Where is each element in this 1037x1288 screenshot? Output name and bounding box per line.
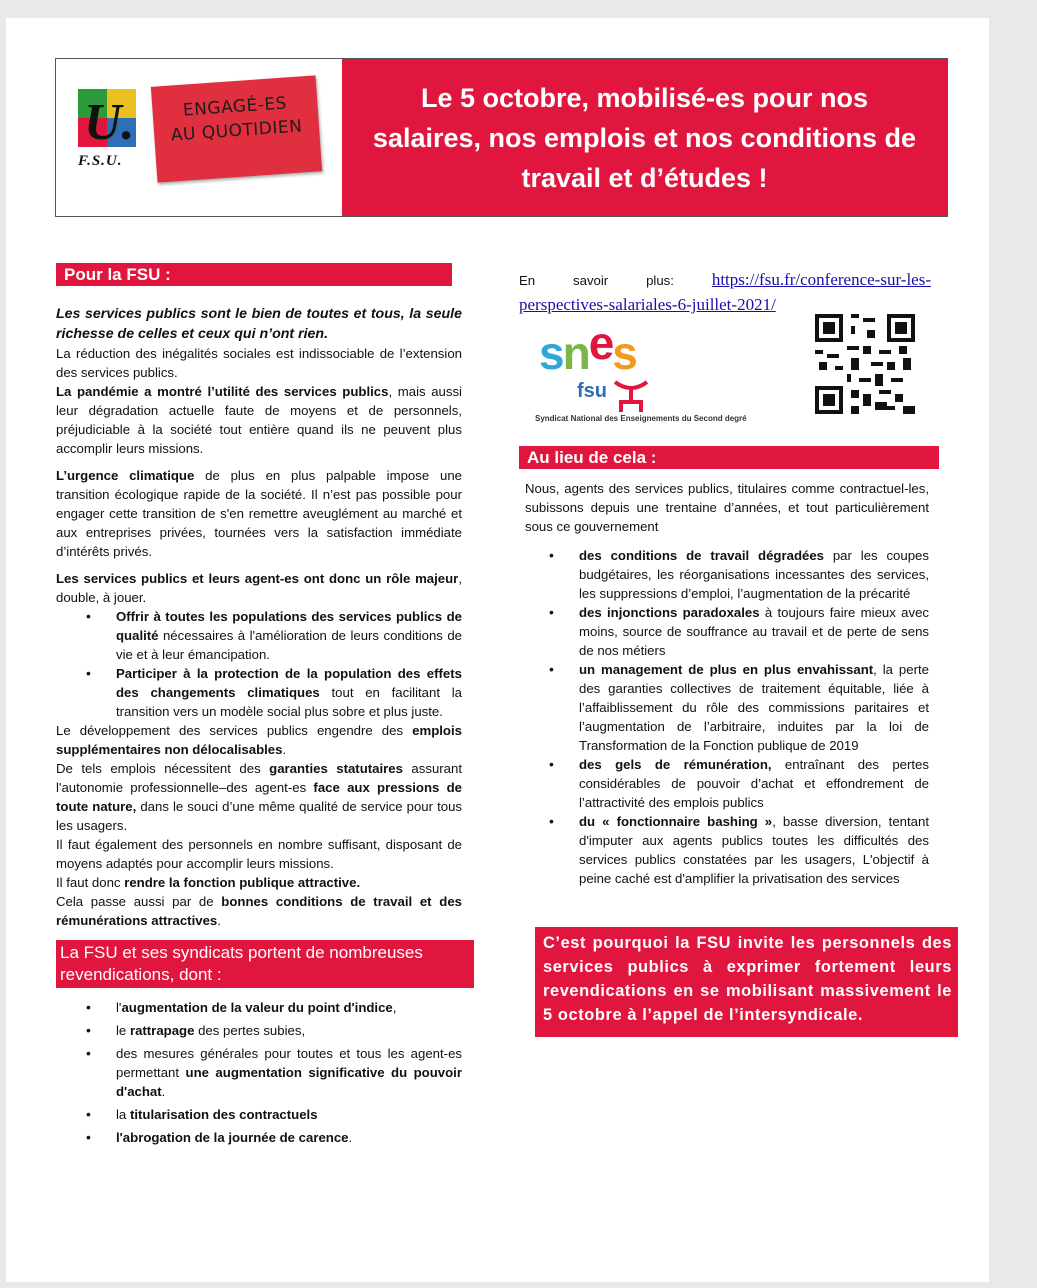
list-item: • l'abrogation de la journée de carence. — [56, 1128, 462, 1147]
call-to-action-box: C’est pourquoi la FSU invite les personnels des services publics à exprimer fortement leurs revendications en se mobilisant massivement le 5 octobre à l’appel de l’intersyndicale. — [535, 927, 958, 1037]
paragraph-remunerations: Cela passe aussi par de bonnes conditions de travail et des rémunérations attractives. — [56, 894, 462, 928]
section-heading-au-lieu-de-cela: Au lieu de cela : — [519, 446, 939, 469]
revendications-list — [56, 998, 462, 1147]
engage-sticker — [151, 75, 322, 182]
right-column — [519, 258, 931, 318]
list-item: • le rattrapage des pertes subies, — [56, 1021, 462, 1040]
fsu-logo — [56, 59, 342, 216]
role-list — [56, 607, 462, 721]
paragraph-inegalites: La réduction des inégalités sociales est indissociable de l’extension des services publics. — [56, 346, 462, 380]
more-info-line — [519, 268, 931, 318]
list-item: • Participer à la protection de la population des effets des changements climatiques tout en facilitant la transition vers un modèle social plus sobre et plus juste. — [56, 664, 462, 721]
paragraph-role-majeur: Les services publics et leurs agent-es ont donc un rôle majeur, double, à jouer. — [56, 571, 462, 605]
list-item: • des mesures générales pour toutes et tous les agent-es permettant une augmentation significative du pouvoir d'achat. — [56, 1044, 462, 1101]
conference-link[interactable]: https://fsu.fr/conference-sur-les-perspectives-salariales-6-juillet-2021/ — [519, 270, 931, 314]
right-column-body — [519, 446, 941, 888]
list-item: • la titularisation des contractuels — [56, 1105, 462, 1124]
header-banner — [55, 58, 948, 217]
left-column — [56, 263, 462, 1147]
intro-statement: Les services publics sont le bien de toutes et tous, la seule richesse de celles et ceux qui n’ont rien. — [56, 306, 462, 342]
list-item: • des injonctions paradoxales à toujours faire mieux avec moins, source de souffrance au travail et de perte de sens de nos métiers — [519, 603, 929, 660]
snes-subtitle: Syndicat National des Enseignements du Second degré — [535, 414, 747, 423]
list-item: • l'augmentation de la valeur du point d'indice, — [56, 998, 462, 1017]
sticker-line-1: ENGAGÉ-ES — [182, 93, 288, 121]
paragraph-garanties: De tels emplois nécessitent des garanties statutaires assurant l'autonomie professionnelle–des agent-es face aux pressions de toute nature, dans le souci d’une même qualité de service pour tous les usagers. — [56, 761, 463, 833]
section-heading-revendications: La FSU et ses syndicats portent de nombreuses revendications, dont : — [56, 940, 474, 988]
logo-letter: U. — [84, 94, 135, 147]
list-item: • un management de plus en plus envahissant, la perte des garanties collectives de traitement équitable, liée à l’affaiblissement du rôle des commissions paritaires et l’augmentation de l’arbitraire, induites par la loi de Transformation de la Fonction publique de 2019 — [519, 660, 929, 755]
list-item: • des gels de rémunération, entraînant des pertes considérables de pouvoir d’achat et effondrement de l’attractivité des emplois publics — [519, 755, 929, 812]
list-item: • des conditions de travail dégradées par les coupes budgétaires, les réorganisations incessantes des services, les suppressions d’emploi, l’augmentation de la précarité — [519, 546, 929, 603]
logo-org-name: F.S.U. — [78, 153, 123, 169]
paragraph-attractive: Il faut donc rendre la fonction publique attractive. — [56, 875, 361, 890]
qr-code-icon[interactable] — [815, 314, 915, 414]
headline-title: Le 5 octobre, mobilisé-es pour nos salaires, nos emplois et nos conditions de travail et d’études ! — [372, 82, 917, 193]
more-info-label: En savoir plus: — [519, 273, 712, 288]
paragraph-emplois: Le développement des services publics engendre des emplois supplémentaires non délocalisables. — [56, 723, 462, 757]
paragraph-personnels: Il faut également des personnels en nombre suffisant, disposant de moyens adaptés pour accomplir leurs missions. — [56, 837, 462, 871]
fsu-u-logo-icon — [78, 89, 136, 147]
headline-block — [342, 59, 947, 216]
list-item: • du « fonctionnaire bashing », basse diversion, tentant d'imputer aux agents publics toutes les difficultés des services publics constatées par les usagers, L'objectif à peine caché est d'amplifier la privatisation des services — [519, 812, 929, 888]
section-heading-pour-la-fsu: Pour la FSU : — [56, 263, 452, 286]
paragraph-nous-agents: Nous, agents des services publics, titulaires comme contractuel-les, subissons depuis une trentaine d’années, et tout particulièrement sous ce gouvernement — [525, 481, 929, 534]
list-item: • Offrir à toutes les populations des services publics de qualité nécessaires à l'amélioration de leurs conditions de vie et à leur émancipation. — [56, 607, 462, 664]
paragraph-pandemie: La pandémie a montré l’utilité des services publics, mais aussi leur dégradation actuelle faute de moyens et de personnels, préjudiciable à la société tout entière quand ils ne peuvent plus accomplir leurs missions. — [56, 384, 462, 456]
paragraph-climat: L’urgence climatique de plus en plus palpable impose une transition écologique rapide de la société. Il n’est pas possible pour engager cette transition de s'en remettre aveuglément au marché et aux entreprises privées, tournées vers la satisfaction immédiate d’intérêts privés. — [56, 468, 462, 559]
snes-wordmark: snes — [539, 317, 636, 379]
snes-fsu-label: fsu — [577, 380, 607, 402]
grievances-list — [519, 546, 929, 888]
snes-fsu-logo — [521, 317, 747, 423]
sticker-line-2: AU QUOTIDIEN — [170, 116, 303, 146]
snes-figure-icon — [611, 378, 651, 414]
